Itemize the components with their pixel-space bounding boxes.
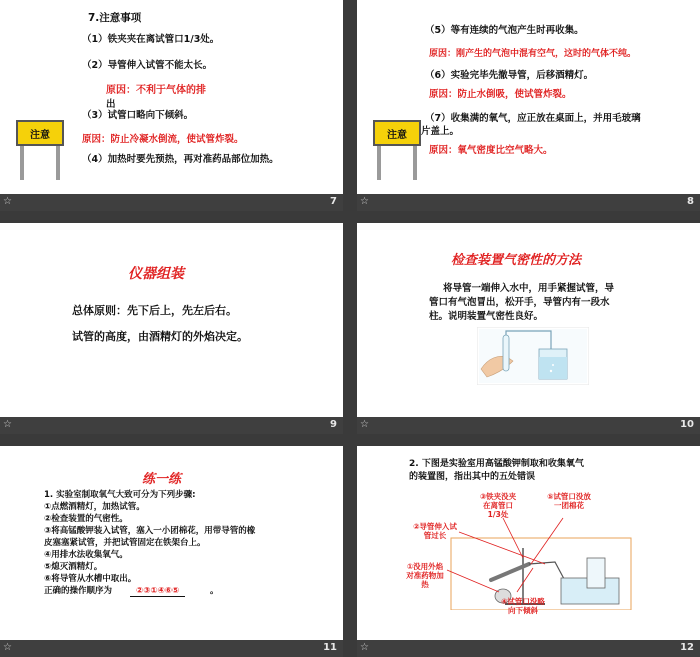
- slide-12[interactable]: [357, 446, 700, 657]
- slide-9-line: 总体原则：先下后上，先左后右。: [72, 304, 237, 317]
- slide-number: 11: [323, 642, 337, 653]
- caution-sign-label: 注意: [387, 130, 407, 141]
- slide-7-line: （3）试管口略向下倾斜。: [82, 110, 194, 121]
- slide-8-line: （7）收集满的氧气，应正放在桌面上，并用毛玻璃: [425, 113, 641, 124]
- slide-11-line: ①点燃酒精灯，加热试管。: [44, 502, 145, 512]
- slide-9-canvas: [0, 223, 343, 417]
- slide-10-line: 管口有气泡冒出，松开手，导管内有一段水: [429, 297, 610, 308]
- slide-9-title: 仪器组装: [128, 266, 184, 282]
- slide-11-line: ⑤熄灭酒精灯。: [44, 562, 103, 572]
- slide-12-canvas: [357, 446, 700, 640]
- error-label-cotton: ⑤试管口没放一团棉花: [547, 492, 591, 510]
- star-icon: ☆: [3, 419, 12, 430]
- slide-8-line: 片盖上。: [421, 126, 460, 137]
- slide-8[interactable]: [357, 0, 700, 211]
- slide-12-line: 2. 下图是实验室用高锰酸钾制取和收集氧气: [409, 459, 584, 469]
- slide-11-footer: [0, 640, 343, 657]
- slide-7-reason: 原因：不利于气体的排: [106, 85, 206, 96]
- slide-number: 8: [687, 196, 694, 207]
- slide-7-line: 出: [106, 99, 116, 110]
- slide-7-line: （1）铁夹夹在离试管口1/3处。: [82, 34, 220, 45]
- slide-7-canvas: [0, 0, 343, 194]
- slide-7-line: （2）导管伸入试管不能太长。: [82, 60, 213, 71]
- slide-8-reason: 原因：防止水倒吸，使试管炸裂。: [429, 89, 572, 100]
- slide-11-answer: ②③①④⑥⑤: [130, 586, 185, 597]
- error-label-clamp: ③铁夹没夹在离管口1/3处: [479, 492, 517, 519]
- slide-9-line: 试管的高度，由酒精灯的外焰决定。: [72, 330, 248, 343]
- slide-7[interactable]: [0, 0, 343, 211]
- slide-11-line: 正确的操作顺序为: [44, 586, 113, 596]
- slide-7-reason: 原因：防止冷凝水倒流，使试管炸裂。: [82, 134, 244, 145]
- slide-10[interactable]: [357, 223, 700, 434]
- slide-10-title: 检查装置气密性的方法: [451, 253, 582, 268]
- star-icon: ☆: [360, 419, 369, 430]
- slide-8-line: （5）等有连续的气泡产生时再收集。: [425, 25, 584, 36]
- slide-8-footer: [357, 194, 700, 211]
- slide-7-heading: 7.注意事项: [88, 12, 142, 24]
- slide-11-line: ⑥将导管从水槽中取出。: [44, 574, 137, 584]
- slide-8-reason: 原因：刚产生的气泡中混有空气，这时的气体不纯。: [429, 49, 637, 59]
- slide-8-reason: 原因：氧气密度比空气略大。: [429, 145, 553, 156]
- slide-9-footer: [0, 417, 343, 434]
- slide-12-footer: [357, 640, 700, 657]
- slide-11-line: ②检查装置的气密性。: [44, 514, 128, 524]
- slide-11-line: ③将高锰酸钾装入试管，塞入一小团棉花，用带导管的橡: [44, 526, 256, 536]
- caution-sign-icon: [14, 116, 66, 182]
- slide-11-line: ④用排水法收集氧气。: [44, 550, 128, 560]
- slide-9[interactable]: [0, 223, 343, 434]
- slide-8-canvas: [357, 0, 700, 194]
- slide-number: 9: [330, 419, 337, 430]
- error-label-flame: ①没用外焰对准药物加热: [406, 562, 444, 589]
- slide-10-footer: [357, 417, 700, 434]
- slide-number: 10: [680, 419, 694, 430]
- slide-number: 12: [680, 642, 694, 653]
- airtightness-apparatus-image: [477, 327, 589, 385]
- caution-sign-icon: [371, 116, 423, 182]
- error-label-tube-length: ②导管伸入试管过长: [413, 522, 457, 540]
- slide-12-line: 的装置图，指出其中的五处错误: [409, 472, 536, 482]
- slide-10-canvas: [357, 223, 700, 417]
- slide-7-line: （4）加热时要先预热，再对准药品部位加热。: [82, 154, 279, 165]
- star-icon: ☆: [3, 642, 12, 653]
- slide-11-canvas: [0, 446, 343, 640]
- caution-sign-label: 注意: [30, 130, 50, 141]
- star-icon: ☆: [360, 642, 369, 653]
- slide-11-line: 皮塞塞紧试管，并把试管固定在铁架台上。: [44, 538, 206, 548]
- star-icon: ☆: [360, 196, 369, 207]
- slide-number: 7: [330, 196, 337, 207]
- slide-10-line: 柱。说明装置气密性良好。: [429, 311, 544, 322]
- slide-7-footer: [0, 194, 343, 211]
- slide-11-title: 练一练: [142, 472, 182, 487]
- slide-11-line: 1. 实验室制取氧气大致可分为下列步骤:: [44, 490, 196, 500]
- slide-10-line: 将导管一端伸入水中，用手紧握试管，导: [443, 283, 615, 294]
- slide-11-line: 。: [210, 586, 219, 596]
- slide-11[interactable]: [0, 446, 343, 657]
- slide-8-line: （6）实验完毕先撤导管，后移酒精灯。: [425, 70, 594, 81]
- error-label-tilt: ④试管口没略向下倾斜: [501, 597, 545, 615]
- star-icon: ☆: [3, 196, 12, 207]
